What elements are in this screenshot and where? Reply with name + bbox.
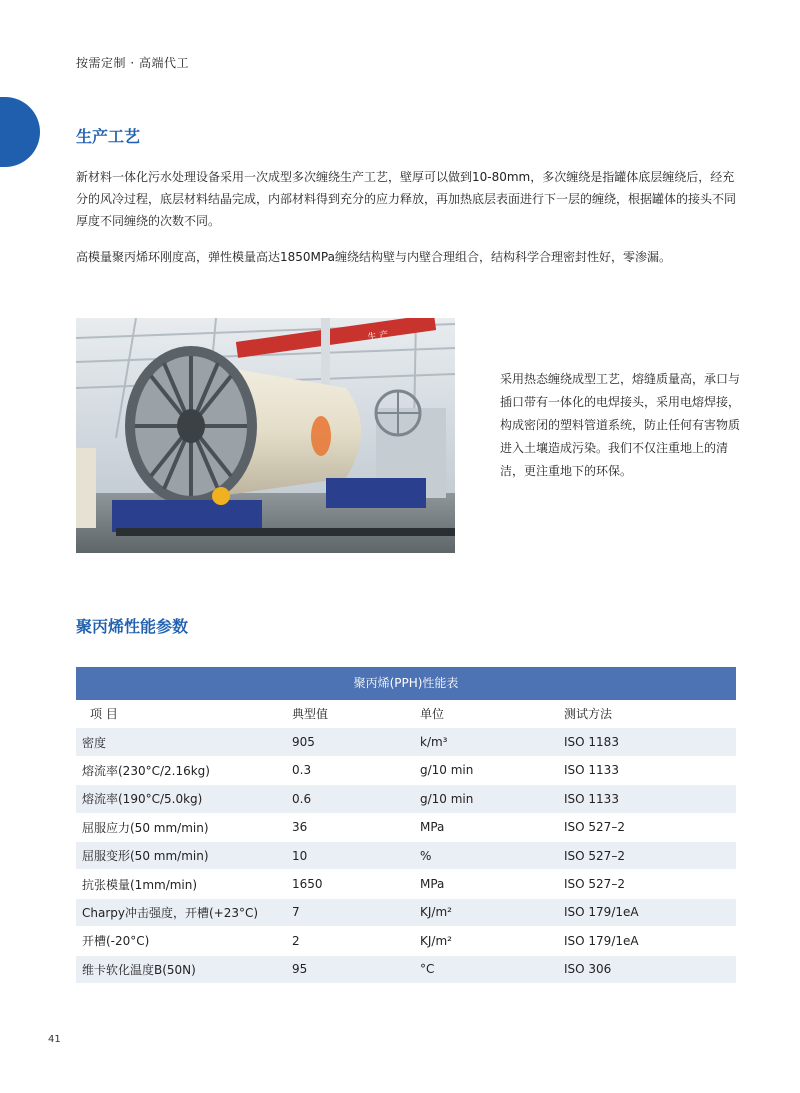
table-caption: 聚丙烯(PPH)性能表 bbox=[76, 667, 736, 700]
cell-item: 熔流率(190°C/5.0kg) bbox=[76, 785, 286, 813]
cell-value: 0.6 bbox=[286, 785, 414, 813]
header-cell: 测试方法 bbox=[558, 700, 736, 728]
cell-method: ISO 179/1eA bbox=[558, 898, 736, 926]
table-row bbox=[76, 756, 736, 784]
cell-value: 905 bbox=[286, 728, 414, 756]
cell-item: 维卡软化温度B(50N) bbox=[76, 955, 286, 983]
cell-item: 开槽(-20°C) bbox=[76, 927, 286, 955]
cell-item: 熔流率(230°C/2.16kg) bbox=[76, 756, 286, 784]
section-title-pp-params: 聚丙烯性能参数 bbox=[76, 617, 189, 636]
table-header-row bbox=[76, 700, 736, 728]
table-row bbox=[76, 813, 736, 841]
table-row bbox=[76, 955, 736, 983]
crane-banner-text: 生 产 bbox=[367, 330, 390, 343]
section-title-production: 生产工艺 bbox=[76, 127, 141, 146]
cell-value: 10 bbox=[286, 841, 414, 869]
cell-unit: g/10 min bbox=[414, 756, 558, 784]
cell-method: ISO 527–2 bbox=[558, 813, 736, 841]
production-paragraph-2: 高模量聚丙烯环刚度高，弹性模量高达1850MPa缠绕结构壁与内壁合理组合，结构科学合理密封性好，零渗漏。 bbox=[76, 250, 671, 264]
table-row bbox=[76, 841, 736, 869]
cell-item: 屈服变形(50 mm/min) bbox=[76, 841, 286, 869]
factory-photo bbox=[76, 318, 455, 553]
cell-method: ISO 1133 bbox=[558, 756, 736, 784]
header-cell: 项 目 bbox=[76, 700, 286, 728]
cell-item: 屈服应力(50 mm/min) bbox=[76, 813, 286, 841]
cell-value: 36 bbox=[286, 813, 414, 841]
cell-item: 抗张模量(1mm/min) bbox=[76, 870, 286, 898]
cell-item: Charpy冲击强度，开槽(+23°C) bbox=[76, 898, 286, 926]
cell-unit: % bbox=[414, 841, 558, 869]
cell-value: 2 bbox=[286, 927, 414, 955]
section-marker-tab bbox=[0, 97, 40, 167]
page-number: 41 bbox=[48, 1034, 61, 1045]
cell-value: 0.3 bbox=[286, 756, 414, 784]
cell-value: 95 bbox=[286, 955, 414, 983]
cell-unit: MPa bbox=[414, 870, 558, 898]
cell-unit: KJ/m² bbox=[414, 927, 558, 955]
cell-unit: k/m³ bbox=[414, 728, 558, 756]
table-row bbox=[76, 785, 736, 813]
page-header-tagline: 按需定制 · 高端代工 bbox=[76, 56, 189, 70]
cell-value: 1650 bbox=[286, 870, 414, 898]
cell-method: ISO 527–2 bbox=[558, 841, 736, 869]
cell-method: ISO 306 bbox=[558, 955, 736, 983]
table-row bbox=[76, 927, 736, 955]
cell-method: ISO 179/1eA bbox=[558, 927, 736, 955]
production-paragraph-1: 新材料一体化污水处理设备采用一次成型多次缠绕生产工艺，壁厚可以做到10-80mm，多次缠绕是指罐体底层缠绕后，经充分的风冷过程，底层材料结晶完成，内部材料得到充分的应力释放，再加热底层表面进行下一层的缠绕，根据罐体的接头不同厚度不同缠绕的次数不同。 bbox=[76, 170, 737, 228]
side-description: 采用热态缠绕成型工艺，熔缝质量高，承口与插口带有一体化的电焊接头，采用电熔焊接，构成密闭的塑料管道系统，防止任何有害物质进入土壤造成污染。我们不仅注重地上的清洁，更注重地下的环保。 bbox=[500, 372, 741, 478]
header-cell: 单位 bbox=[414, 700, 558, 728]
pph-properties-table bbox=[76, 667, 736, 984]
header-cell: 典型值 bbox=[286, 700, 414, 728]
cell-method: ISO 527–2 bbox=[558, 870, 736, 898]
table-row bbox=[76, 728, 736, 756]
cell-unit: MPa bbox=[414, 813, 558, 841]
cell-item: 密度 bbox=[76, 728, 286, 756]
cell-method: ISO 1183 bbox=[558, 728, 736, 756]
cell-unit: KJ/m² bbox=[414, 898, 558, 926]
cell-unit: g/10 min bbox=[414, 785, 558, 813]
cell-unit: °C bbox=[414, 955, 558, 983]
cell-value: 7 bbox=[286, 898, 414, 926]
table-row bbox=[76, 870, 736, 898]
table-row bbox=[76, 898, 736, 926]
cell-method: ISO 1133 bbox=[558, 785, 736, 813]
